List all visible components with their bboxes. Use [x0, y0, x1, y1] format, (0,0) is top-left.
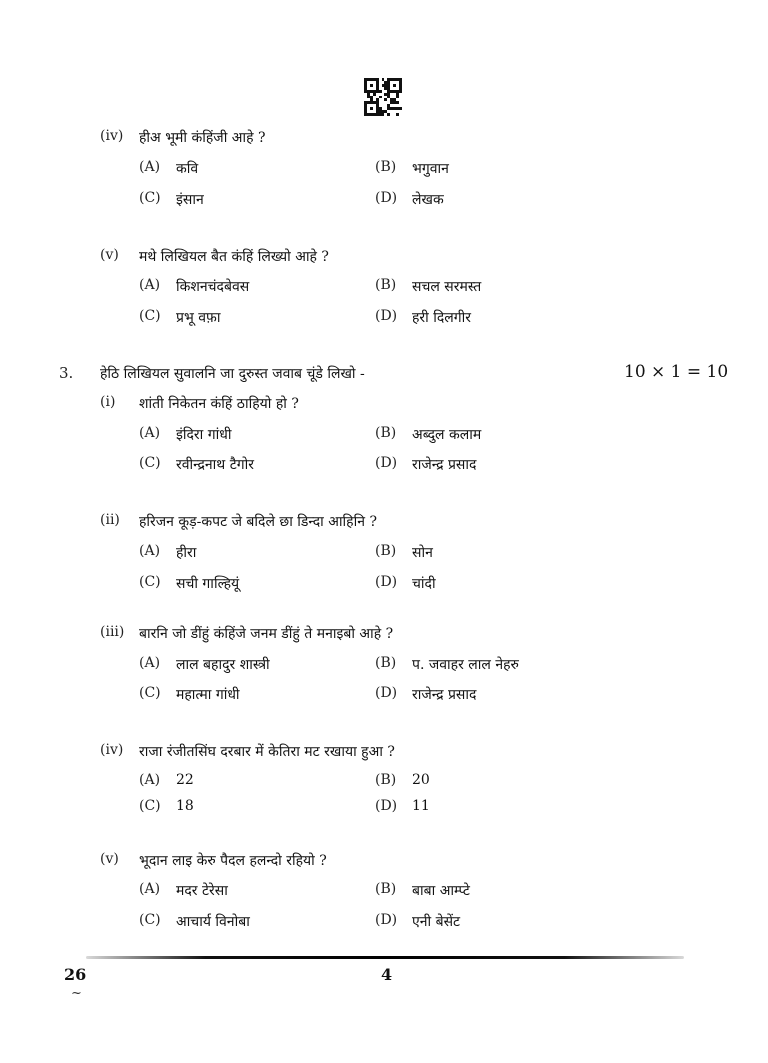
section-title: हेठि लिखियल सुवालनि जा दुरुस्त जवाब चूंडे लिखो - [100, 366, 365, 382]
question-number: (i) [100, 394, 116, 410]
question-text: हीअ भूमी कंहिंजी आहे ? [139, 130, 266, 146]
section-number: 3. [59, 364, 74, 382]
question-number: (v) [100, 247, 119, 263]
option-label: (A) [139, 425, 161, 441]
footer-mark: ~ [71, 986, 82, 1001]
option-label: (C) [139, 912, 161, 928]
option-text: प. जवाहर लाल नेहरु [412, 657, 519, 673]
option-label: (B) [375, 277, 397, 293]
option-label: (D) [375, 190, 398, 206]
question-number: (iv) [100, 128, 124, 144]
question-text: मथे लिखियल बैत कंहिं लिख्यो आहे ? [139, 249, 329, 265]
footer-divider [86, 956, 684, 959]
option-label: (A) [139, 655, 161, 671]
option-text: लेखक [412, 192, 444, 208]
option-text: राजेन्द्र प्रसाद [412, 687, 477, 703]
option-label: (C) [139, 574, 161, 590]
option-text: 22 [176, 772, 194, 788]
question-text: शांती निकेतन कंहिं ठाहियो हो ? [139, 396, 299, 412]
option-label: (B) [375, 543, 397, 559]
option-text: बाबा आम्प्टे [412, 883, 470, 899]
option-label: (D) [375, 574, 398, 590]
option-text: इंदिरा गांधी [176, 427, 232, 443]
option-label: (C) [139, 308, 161, 324]
option-label: (C) [139, 798, 161, 814]
option-text: राजेन्द्र प्रसाद [412, 457, 477, 473]
option-text: 11 [412, 798, 430, 814]
option-label: (B) [375, 159, 397, 175]
option-text: मदर टेरेसा [176, 883, 228, 899]
qr-code [364, 78, 402, 116]
option-text: अब्दुल कलाम [412, 427, 482, 443]
option-label: (A) [139, 881, 161, 897]
option-label: (A) [139, 159, 161, 175]
option-label: (A) [139, 277, 161, 293]
option-text: महात्मा गांधी [176, 687, 240, 703]
option-text: प्रभू वफ़ा [176, 310, 221, 326]
option-text: हरी दिलगीर [412, 310, 472, 326]
option-text: 18 [176, 798, 194, 814]
question-text: भूदान लाइ केरु पैदल हलन्दो रहियो ? [139, 853, 327, 869]
question-number: (iv) [100, 742, 124, 758]
option-label: (D) [375, 308, 398, 324]
question-number: (ii) [100, 512, 120, 528]
option-text: आचार्य विनोबा [176, 914, 250, 930]
question-number: (v) [100, 851, 119, 867]
option-text: भगुवान [412, 161, 449, 177]
question-text: बारनि जो डींहुं कंहिंजे जनम डींहुं ते मनाइबो आहे ? [139, 626, 394, 642]
option-label: (D) [375, 912, 398, 928]
option-label: (D) [375, 455, 398, 471]
paper-code: 26 [64, 965, 87, 984]
option-label: (C) [139, 455, 161, 471]
option-label: (B) [375, 881, 397, 897]
section-marks: 10 × 1 = 10 [624, 362, 729, 382]
option-label: (A) [139, 543, 161, 559]
option-text: इंसान [176, 192, 204, 208]
page-number: 4 [381, 965, 393, 984]
option-text: कवि [176, 161, 199, 177]
option-label: (C) [139, 190, 161, 206]
option-label: (C) [139, 685, 161, 701]
option-text: लाल बहादुर शास्त्री [176, 657, 270, 673]
option-text: चांदी [412, 576, 436, 592]
option-text: रवीन्द्रनाथ टैगोर [176, 457, 254, 473]
option-label: (D) [375, 798, 398, 814]
question-number: (iii) [100, 624, 125, 640]
question-text: राजा रंजीतसिंघ दरबार में केतिरा मट रखाया हुआ ? [139, 744, 395, 760]
question-text: हरिजन कूड़-कपट जे बदिले छा डिन्दा आहिनि ? [139, 514, 377, 530]
option-label: (A) [139, 772, 161, 788]
option-label: (D) [375, 685, 398, 701]
option-text: सोन [412, 545, 433, 561]
option-label: (B) [375, 772, 397, 788]
option-label: (B) [375, 655, 397, 671]
option-label: (B) [375, 425, 397, 441]
option-text: एनी बेसेंट [412, 914, 461, 930]
option-text: सचल सरमस्त [412, 279, 482, 295]
option-text: 20 [412, 772, 430, 788]
option-text: हीरा [176, 545, 197, 561]
option-text: सची गाल्हियूं [176, 576, 240, 592]
option-text: किशनचंदबेवस [176, 279, 250, 295]
